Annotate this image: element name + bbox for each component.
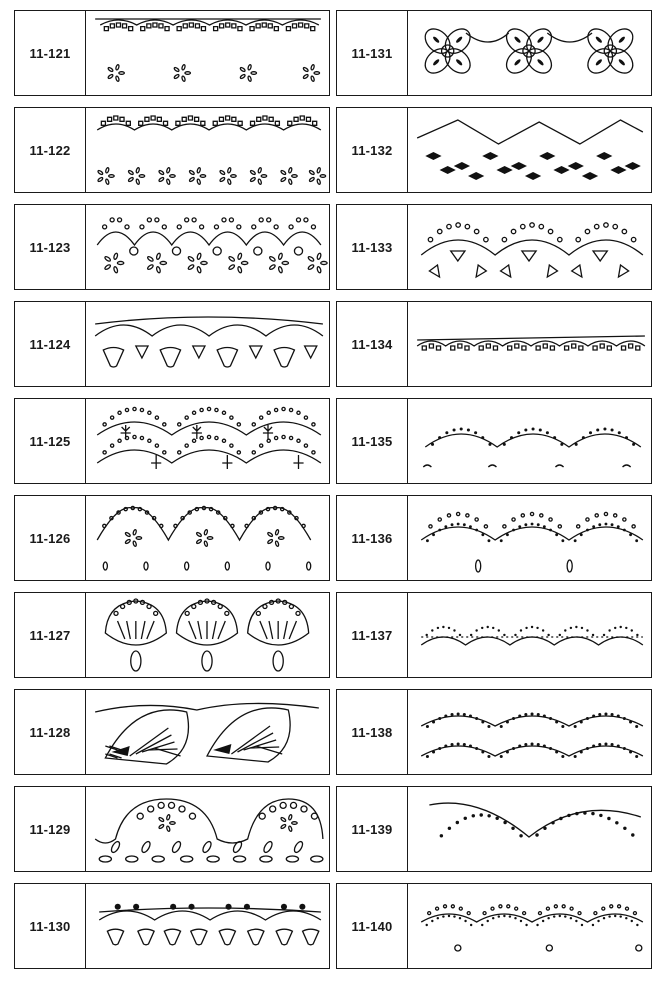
pattern-code: 11-133 xyxy=(337,205,408,289)
pattern-illustration xyxy=(85,884,329,968)
pattern-illustration xyxy=(85,11,329,95)
pattern-entry xyxy=(336,689,652,775)
pattern-illustration xyxy=(85,302,329,386)
eyelet-pattern-drawing xyxy=(85,690,329,774)
pattern-entry xyxy=(14,10,330,96)
pattern-entry xyxy=(14,592,330,678)
eyelet-pattern-drawing xyxy=(407,205,651,289)
eyelet-pattern-drawing xyxy=(85,496,329,580)
pattern-illustration xyxy=(407,108,651,192)
pattern-illustration xyxy=(407,690,651,774)
pattern-code: 11-131 xyxy=(337,11,408,95)
pattern-illustration xyxy=(407,884,651,968)
pattern-code: 11-128 xyxy=(15,690,86,774)
pattern-code: 11-125 xyxy=(15,399,86,483)
eyelet-pattern-drawing xyxy=(85,787,329,871)
pattern-code: 11-129 xyxy=(15,787,86,871)
pattern-entry xyxy=(14,689,330,775)
pattern-illustration xyxy=(85,108,329,192)
pattern-illustration xyxy=(407,302,651,386)
pattern-illustration xyxy=(407,593,651,677)
eyelet-pattern-drawing xyxy=(407,399,651,483)
pattern-code: 11-126 xyxy=(15,496,86,580)
pattern-illustration xyxy=(407,787,651,871)
pattern-code: 11-124 xyxy=(15,302,86,386)
pattern-illustration xyxy=(407,205,651,289)
pattern-entry xyxy=(336,883,652,969)
pattern-code: 11-122 xyxy=(15,108,86,192)
pattern-entry xyxy=(14,786,330,872)
pattern-illustration xyxy=(407,11,651,95)
pattern-code: 11-121 xyxy=(15,11,86,95)
eyelet-pattern-drawing xyxy=(85,205,329,289)
eyelet-pattern-drawing xyxy=(85,399,329,483)
pattern-illustration xyxy=(85,690,329,774)
pattern-entry xyxy=(14,204,330,290)
pattern-entry xyxy=(336,107,652,193)
eyelet-pattern-drawing xyxy=(85,302,329,386)
eyelet-pattern-drawing xyxy=(85,108,329,192)
pattern-code: 11-140 xyxy=(337,884,408,968)
eyelet-pattern-drawing xyxy=(407,11,651,95)
pattern-entry xyxy=(336,786,652,872)
pattern-entry xyxy=(336,592,652,678)
pattern-entry xyxy=(336,204,652,290)
eyelet-pattern-drawing xyxy=(407,302,651,386)
pattern-code: 11-134 xyxy=(337,302,408,386)
eyelet-pattern-drawing xyxy=(85,11,329,95)
pattern-entry xyxy=(14,398,330,484)
eyelet-pattern-drawing xyxy=(407,108,651,192)
pattern-illustration xyxy=(407,496,651,580)
pattern-illustration xyxy=(85,593,329,677)
eyelet-pattern-drawing xyxy=(407,690,651,774)
eyelet-pattern-drawing xyxy=(407,496,651,580)
pattern-entry xyxy=(14,301,330,387)
pattern-illustration xyxy=(85,205,329,289)
pattern-code: 11-136 xyxy=(337,496,408,580)
pattern-entry xyxy=(336,10,652,96)
pattern-entry xyxy=(14,883,330,969)
pattern-code: 11-127 xyxy=(15,593,86,677)
eyelet-pattern-drawing xyxy=(85,593,329,677)
eyelet-pattern-drawing xyxy=(85,884,329,968)
pattern-code: 11-123 xyxy=(15,205,86,289)
pattern-code: 11-139 xyxy=(337,787,408,871)
pattern-entry xyxy=(14,495,330,581)
pattern-illustration xyxy=(85,496,329,580)
pattern-code: 11-137 xyxy=(337,593,408,677)
pattern-code: 11-135 xyxy=(337,399,408,483)
pattern-entry xyxy=(336,495,652,581)
pattern-code: 11-132 xyxy=(337,108,408,192)
eyelet-pattern-drawing xyxy=(407,884,651,968)
pattern-illustration xyxy=(85,787,329,871)
eyelet-pattern-drawing xyxy=(407,787,651,871)
pattern-illustration xyxy=(407,399,651,483)
pattern-code: 11-138 xyxy=(337,690,408,774)
pattern-entry xyxy=(336,398,652,484)
pattern-entry xyxy=(336,301,652,387)
eyelet-pattern-drawing xyxy=(407,593,651,677)
pattern-illustration xyxy=(85,399,329,483)
pattern-entry xyxy=(14,107,330,193)
pattern-code: 11-130 xyxy=(15,884,86,968)
